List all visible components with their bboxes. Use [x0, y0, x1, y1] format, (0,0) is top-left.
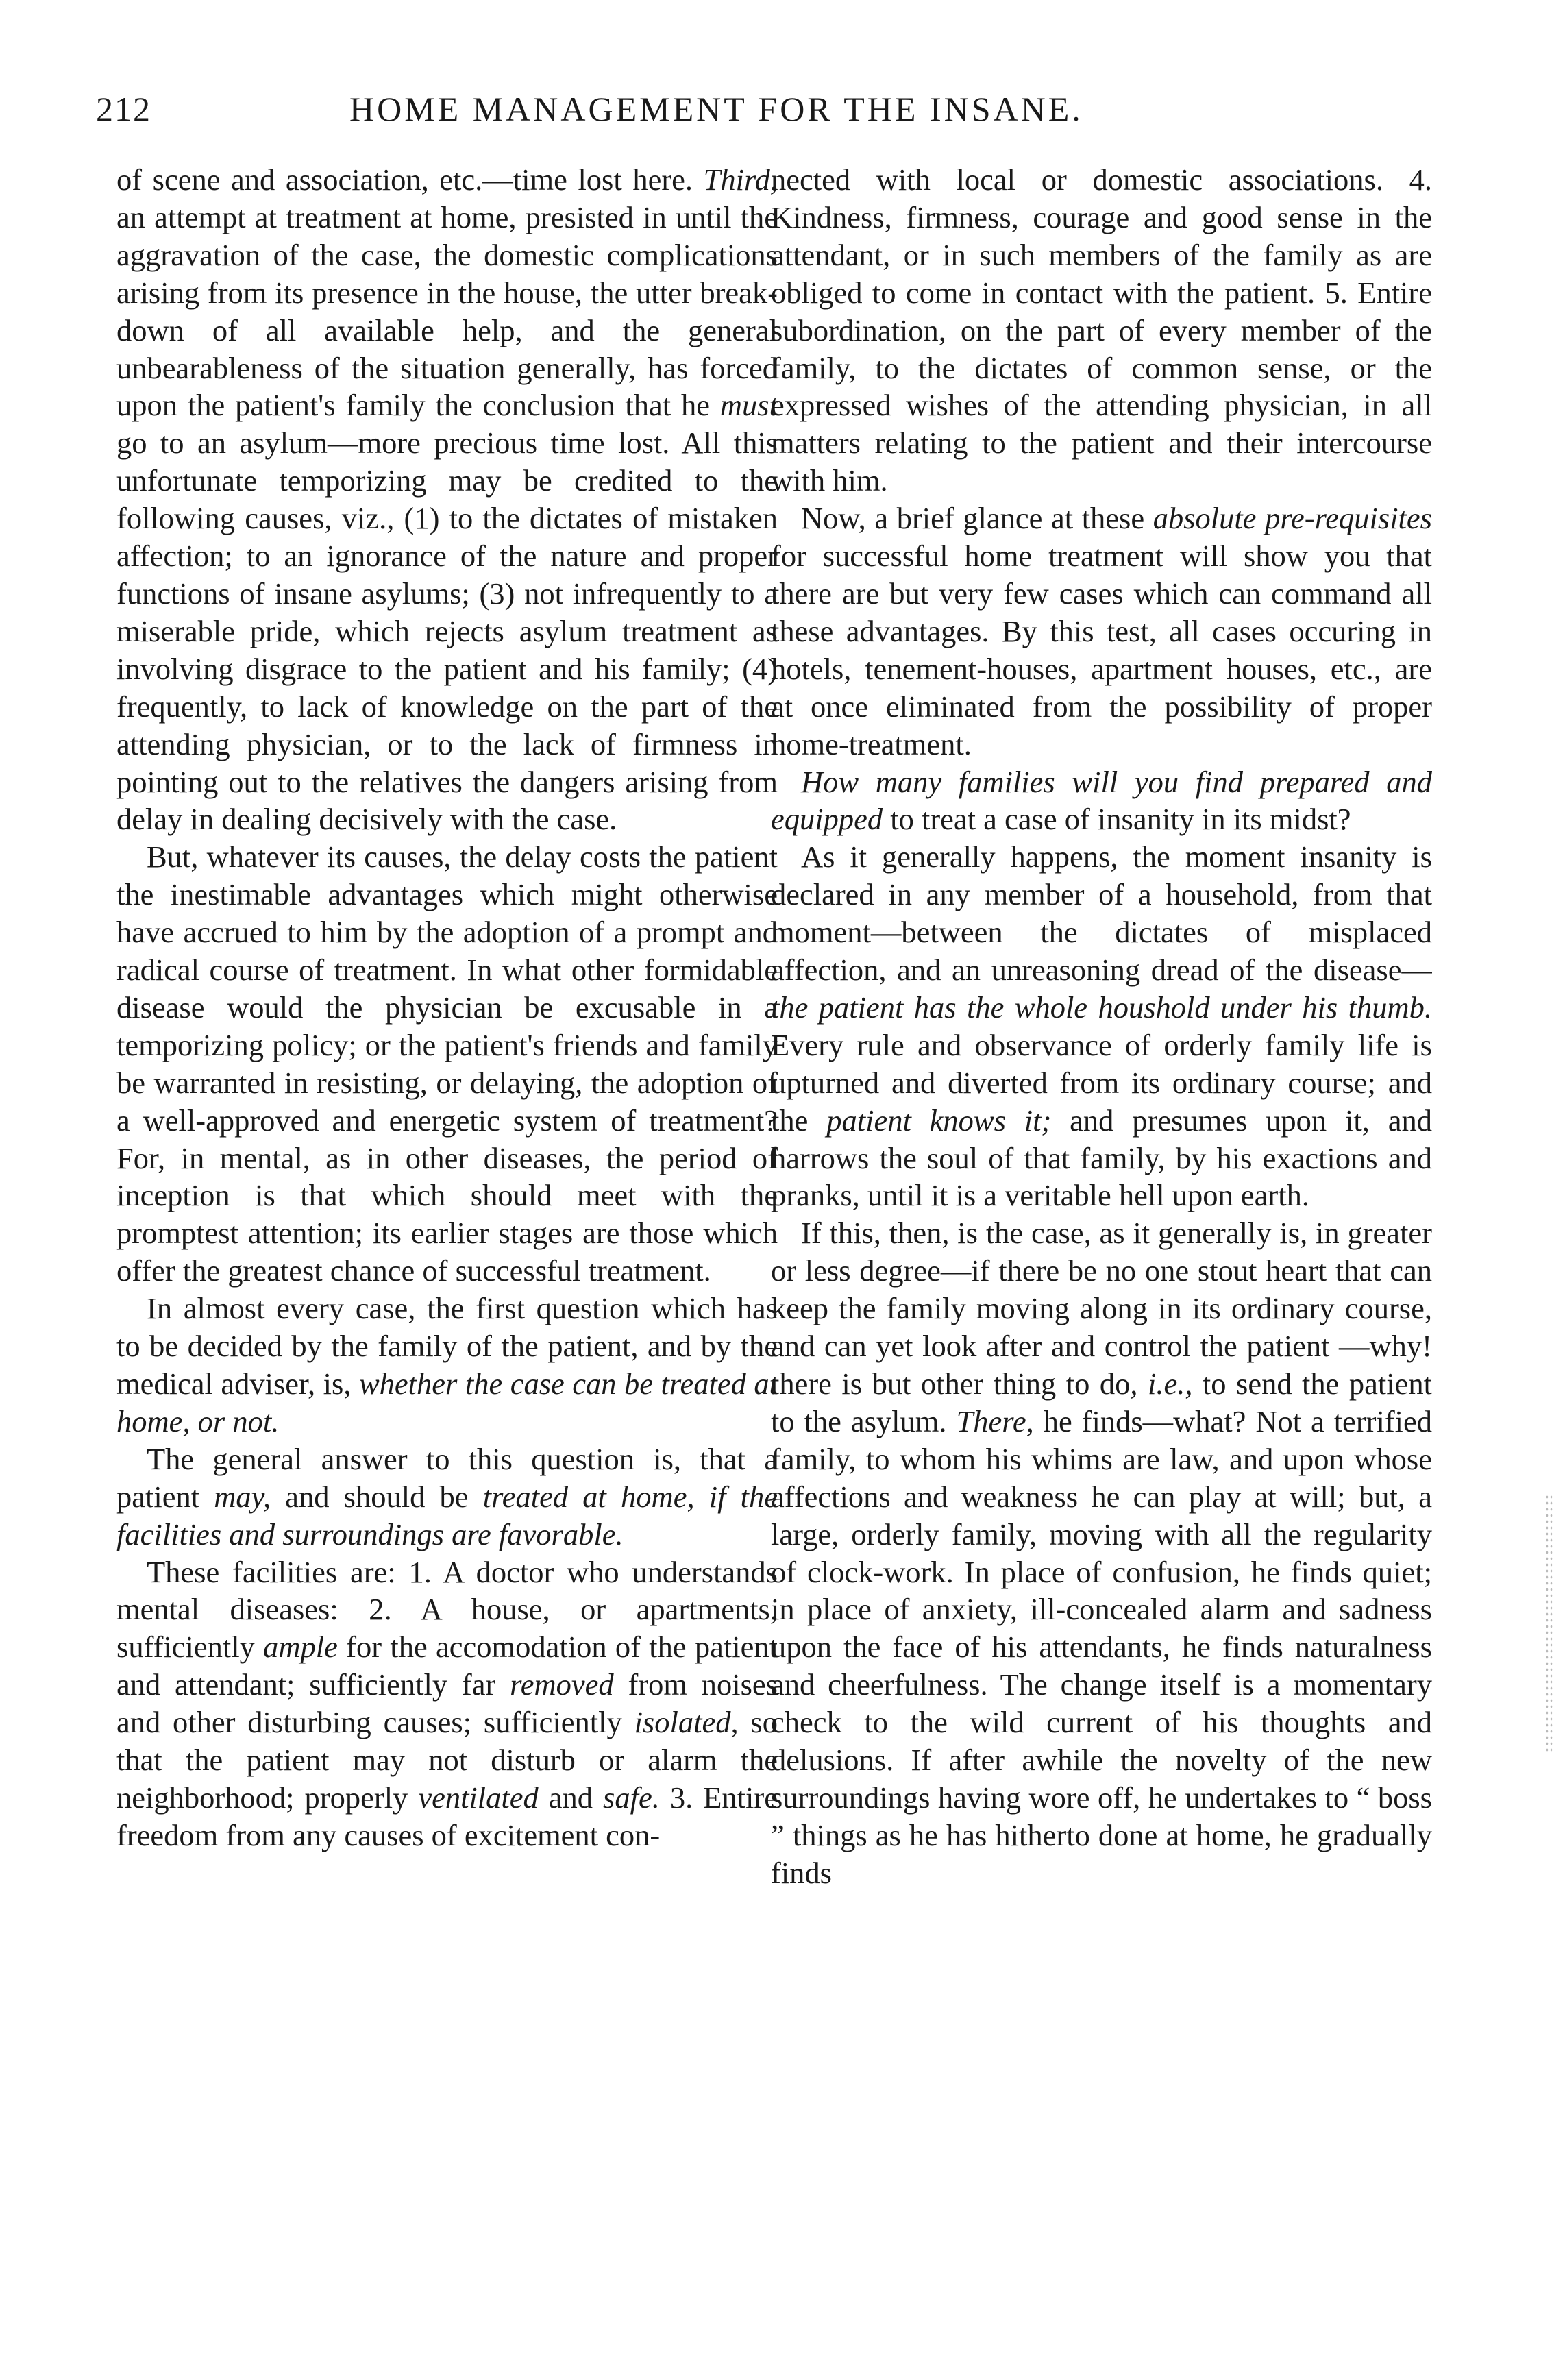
italic-text: whether the case can be treated at home, or not.: [116, 1366, 778, 1438]
paragraph: If this, then, is the case, as it generally is, in greater or less degree—if there be no one stout heart that can keep the family moving along in its ordinary course, and can yet look after and control the patient —why! there is but other thing to do, i.e., to send the patient to the asylum. There, he finds—what? Not a terrified family, to whom his whims are law, and upon whose affections and weakness he can play at will; but, a large, orderly family, moving with all the regularity of clock-work. In place of confusion, he finds quiet; in place of anxiety, ill-concealed alarm and sadness upon the face of his attendants, he finds naturalness and cheerfulness. The change itself is a momentary check to the wild current of his thoughts and delusions. If after awhile the novelty of the new surroundings having wore off, he undertakes to “ boss ” things as he has hitherto done at home, he gradually finds: [771, 1216, 1432, 1890]
italic-text: ventilated: [418, 1780, 539, 1815]
italic-text: i.e.,: [1147, 1366, 1193, 1401]
italic-text: isolated,: [634, 1705, 739, 1740]
paragraph: In almost every case, the first question which has to be decided by the family of the patient, and by the medical adviser, is, whether the case can be treated at home, or not.: [116, 1291, 778, 1438]
italic-text: treated at home, if the facilities and surroundings are favorable.: [116, 1479, 778, 1551]
italic-text: patient knows it;: [826, 1103, 1052, 1138]
italic-text: safe.: [603, 1780, 660, 1815]
right-column: [771, 161, 1432, 2333]
italic-text: absolute pre-requisites: [1153, 501, 1432, 536]
paragraph: of scene and association, etc.—time lost here. Third, an attempt at treatment at home, presisted in until the aggravation of the case, the domestic complications arising from its presence in the house, the utter break-down of all available help, and the general unbearableness of the situation generally, has forced upon the patient's family the conclusion that he must go to an asylum—more precious time lost. All this unfortunate temporizing may be credited to the following causes, viz., (1) to the dictates of mistaken affection; to an ignorance of the nature and proper functions of insane asylums; (3) not infrequently to a miserable pride, which rejects asylum treatment as involving disgrace to the patient and his family; (4) frequently, to lack of knowledge on the part of the attending physician, or to the lack of firmness in pointing out to the relatives the dangers arising from delay in dealing decisively with the case.: [116, 162, 778, 837]
italic-text: Third,: [703, 162, 778, 197]
italic-text: removed: [510, 1667, 614, 1702]
paragraph: How many families will you find prepared and equipped to treat a case of insanity in its midst?: [771, 764, 1432, 837]
paragraph: Now, a brief glance at these absolute pre-requisites for successful home treatment will show you that there are but very few cases which can command all these advantages. By this test, all cases occuring in hotels, tenement-houses, apartment houses, etc., are at once eliminated from the possibility of proper home-treatment.: [771, 501, 1432, 761]
italic-text: How many families will you find prepared and equipped: [771, 764, 1432, 837]
italic-text: may,: [214, 1479, 271, 1514]
italic-text: the patient has the whole houshold under his thumb.: [771, 990, 1432, 1025]
italic-text: must: [719, 388, 778, 423]
page-header: [62, 82, 1418, 144]
page-number: 212: [96, 90, 151, 128]
running-title: HOME MANAGEMENT FOR THE INSANE.: [349, 90, 1083, 128]
paragraph: The general answer to this question is, that a patient may, and should be treated at home, if the facilities and surroundings are favorable.: [116, 1441, 778, 1551]
paragraph: As it generally happens, the moment insanity is declared in any member of a household, from that moment—between the dictates of misplaced affection, and an unreasoning dread of the disease—the patient has the whole houshold under his thumb. Every rule and observance of orderly family life is upturned and diverted from its ordinary course; and the patient knows it; and presumes upon it, and harrows the soul of that family, by his exactions and pranks, until it is a veritable hell upon earth.: [771, 839, 1432, 1213]
scan-edge-marks: [1545, 1494, 1553, 1754]
paragraph: nected with local or domestic associations. 4. Kindness, firmness, courage and good sense in the attendant, or in such members of the family as are obliged to come in contact with the patient. 5. Entire subordination, on the part of every member of the family, to the dictates of common sense, or the expressed wishes of the attending physician, in all matters relating to the patient and their intercourse with him.: [771, 162, 1432, 498]
italic-text: There,: [956, 1403, 1034, 1438]
paragraph: These facilities are: 1. A doctor who understands mental diseases: 2. A house, or apartments, sufficiently ample for the accomodation of the patient and attendant; sufficiently far removed from noises and other disturbing causes; sufficiently isolated, so that the patient may not disturb or alarm the neighborhood; properly ventilated and safe. 3. Entire freedom from any causes of excitement con-: [116, 1554, 778, 1852]
italic-text: ample: [263, 1630, 338, 1665]
left-column: [116, 161, 778, 2333]
paragraph: But, whatever its causes, the delay costs the patient the inestimable advantages which might otherwise have accrued to him by the adoption of a prompt and radical course of treatment. In what other formidable disease would the physician be excusable in a temporizing policy; or the patient's friends and family be warranted in resisting, or delaying, the adoption of a well-approved and energetic system of treatment? For, in mental, as in other diseases, the period of inception is that which should meet with the promptest attention; its earlier stages are those which offer the greatest chance of successful treatment.: [116, 839, 778, 1288]
